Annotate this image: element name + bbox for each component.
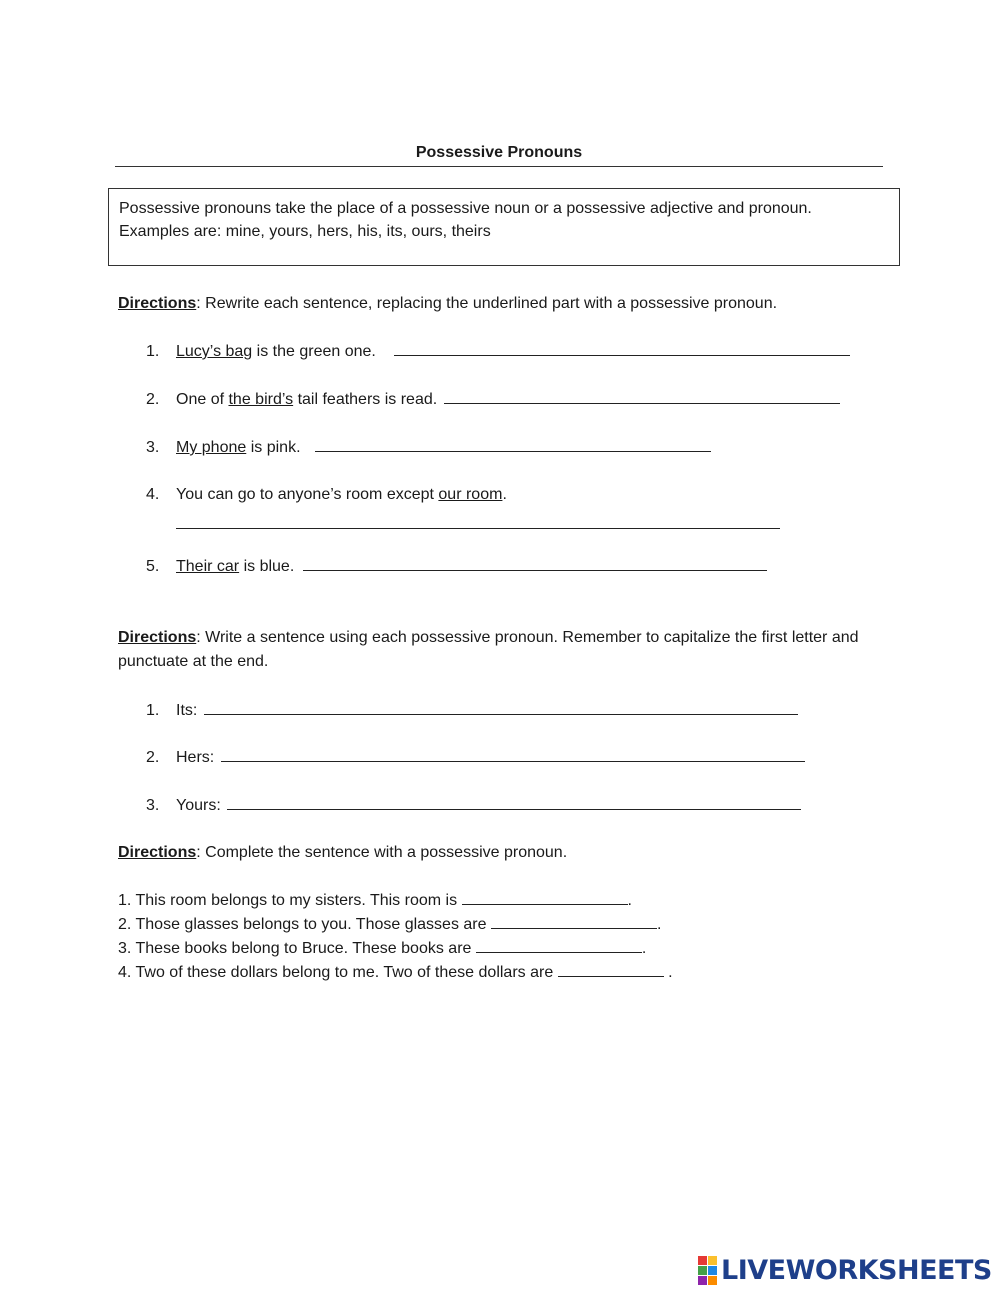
item-number: 2.	[146, 749, 160, 766]
sentence-item-2	[146, 745, 805, 770]
fill-item-4	[118, 960, 673, 985]
item-text: .	[502, 486, 507, 503]
item-text: is pink.	[246, 439, 301, 456]
pronoun-word: Its:	[176, 702, 198, 719]
answer-blank[interactable]	[444, 387, 840, 404]
section2-directions	[118, 626, 878, 674]
underlined-phrase: Their car	[176, 558, 240, 575]
logo-square	[698, 1266, 707, 1275]
logo-square	[698, 1276, 707, 1285]
item-text: tail feathers is read.	[293, 391, 438, 408]
fill-text: 3. These books belong to Bruce. These books are	[118, 940, 476, 957]
directions-label: Directions	[118, 844, 197, 861]
answer-blank[interactable]	[303, 554, 767, 571]
logo-square	[708, 1276, 717, 1285]
fill-item-3	[118, 936, 646, 961]
logo-mark-icon	[698, 1256, 717, 1285]
underlined-phrase: the bird’s	[228, 391, 294, 408]
rewrite-item-2	[146, 387, 840, 412]
underlined-phrase: My phone	[176, 439, 247, 456]
directions-text: : Rewrite each sentence, replacing the underlined part with a possessive pronoun.	[196, 295, 778, 312]
fill-text: 1. This room belongs to my sisters. This room is	[118, 892, 462, 909]
fill-text: .	[663, 964, 673, 981]
fill-text: 2. Those glasses belongs to you. Those glasses are	[118, 916, 491, 933]
rewrite-item-1	[146, 339, 850, 364]
answer-blank[interactable]	[558, 960, 664, 977]
item-text: is blue.	[239, 558, 295, 575]
answer-blank[interactable]	[476, 936, 642, 953]
definition-line-2: Examples are: mine, yours, hers, his, its, ours, theirs	[119, 223, 491, 240]
logo-square	[698, 1256, 707, 1265]
fill-item-2	[118, 912, 661, 937]
item-number: 5.	[146, 558, 160, 575]
definition-box	[108, 188, 900, 266]
definition-line-1: Possessive pronouns take the place of a possessive noun or a possessive adjective and pronoun.	[119, 200, 812, 217]
sentence-item-1	[146, 698, 798, 723]
item-text: is the green one.	[252, 343, 376, 360]
logo-text: LIVEWORKSHEETS	[721, 1254, 992, 1286]
answer-blank[interactable]	[394, 339, 850, 356]
answer-blank[interactable]	[227, 793, 801, 810]
item-number: 3.	[146, 797, 160, 814]
rewrite-item-4	[146, 483, 507, 507]
liveworksheets-logo	[698, 1254, 993, 1286]
underlined-phrase: Lucy’s bag	[176, 343, 253, 360]
sentence-item-3	[146, 793, 801, 818]
section1-directions	[118, 292, 878, 316]
section3-directions	[118, 841, 878, 865]
logo-square	[708, 1256, 717, 1265]
directions-label: Directions	[118, 629, 197, 646]
fill-item-1	[118, 888, 632, 913]
logo-square	[708, 1266, 717, 1275]
fill-text: 4. Two of these dollars belong to me. Two of these dollars are	[118, 964, 558, 981]
underlined-phrase: our room	[438, 486, 503, 503]
directions-text: : Write a sentence using each possessive pronoun. Remember to capitalize the first letter and punctuate at the end.	[118, 629, 859, 670]
fill-text: .	[656, 916, 662, 933]
item-number: 1.	[146, 702, 160, 719]
answer-blank[interactable]	[204, 698, 798, 715]
directions-label: Directions	[118, 295, 197, 312]
rewrite-item-5	[146, 554, 767, 579]
item-number: 1.	[146, 343, 160, 360]
item-text: One of	[176, 391, 229, 408]
rewrite-item-3	[146, 435, 711, 460]
pronoun-word: Yours:	[176, 797, 221, 814]
item-number: 3.	[146, 439, 160, 456]
answer-blank[interactable]	[221, 745, 805, 762]
answer-blank[interactable]	[315, 435, 711, 452]
pronoun-word: Hers:	[176, 749, 215, 766]
fill-text: .	[641, 940, 647, 957]
answer-blank[interactable]	[176, 528, 780, 529]
fill-text: .	[627, 892, 632, 909]
answer-blank[interactable]	[491, 912, 657, 929]
title-divider	[115, 166, 883, 167]
item-number: 4.	[146, 486, 160, 503]
answer-blank[interactable]	[462, 888, 628, 905]
page-title: Possessive Pronouns	[415, 144, 583, 161]
item-number: 2.	[146, 391, 160, 408]
item-text: You can go to anyone’s room except	[176, 486, 439, 503]
directions-text: : Complete the sentence with a possessive pronoun.	[196, 844, 568, 861]
